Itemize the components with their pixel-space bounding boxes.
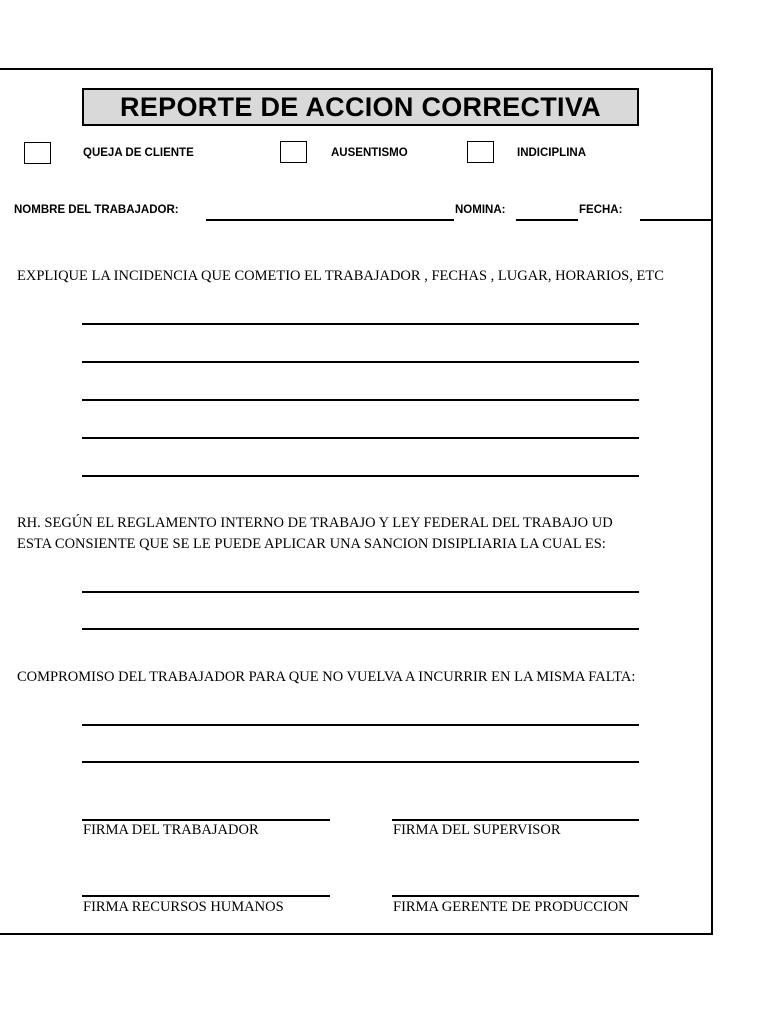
worker-signature-line[interactable] bbox=[82, 819, 330, 821]
indiciplina-checkbox[interactable] bbox=[467, 141, 494, 163]
ausentismo-checkbox[interactable] bbox=[280, 141, 307, 163]
indiciplina-label: INDICIPLINA bbox=[517, 147, 586, 159]
sanction-prompt-line2: ESTA CONSIENTE QUE SE LE PUEDE APLICAR UNA SANCION DISIPLIARIA LA CUAL ES: bbox=[17, 536, 606, 552]
sanction-line[interactable] bbox=[82, 628, 639, 630]
hr-signature-line[interactable] bbox=[82, 895, 330, 897]
worker-signature-label: FIRMA DEL TRABAJADOR bbox=[83, 822, 259, 838]
commitment-line[interactable] bbox=[82, 761, 639, 763]
incident-prompt-clip bbox=[0, 260, 713, 290]
ausentismo-label: AUSENTISMO bbox=[331, 147, 408, 159]
supervisor-signature-line[interactable] bbox=[392, 819, 639, 821]
form-frame bbox=[0, 68, 713, 935]
worker-name-label: NOMBRE DEL TRABAJADOR: bbox=[14, 204, 179, 216]
worker-name-field[interactable] bbox=[206, 219, 454, 221]
sanction-prompt-line1: RH. SEGÚN EL REGLAMENTO INTERNO DE TRABAJO Y LEY FEDERAL DEL TRABAJO UD bbox=[17, 515, 613, 531]
fecha-field[interactable] bbox=[640, 219, 713, 221]
commitment-line[interactable] bbox=[82, 724, 639, 726]
incident-line[interactable] bbox=[82, 399, 639, 401]
nomina-field[interactable] bbox=[516, 219, 578, 221]
incident-prompt: EXPLIQUE LA INCIDENCIA QUE COMETIO EL TRABAJADOR , FECHAS , LUGAR, HORARIOS, ETC bbox=[17, 268, 664, 284]
incident-line[interactable] bbox=[82, 323, 639, 325]
hr-signature-label: FIRMA RECURSOS HUMANOS bbox=[83, 899, 284, 915]
nomina-label: NOMINA: bbox=[455, 204, 506, 216]
production-manager-signature-label: FIRMA GERENTE DE PRODUCCION bbox=[393, 899, 629, 915]
incident-line[interactable] bbox=[82, 361, 639, 363]
production-manager-signature-line[interactable] bbox=[392, 895, 639, 897]
fecha-label: FECHA: bbox=[579, 204, 623, 216]
queja-de-cliente-checkbox[interactable] bbox=[24, 142, 51, 164]
sanction-line[interactable] bbox=[82, 591, 639, 593]
queja-de-cliente-label: QUEJA DE CLIENTE bbox=[83, 147, 194, 159]
incident-line[interactable] bbox=[82, 437, 639, 439]
commitment-prompt: COMPROMISO DEL TRABAJADOR PARA QUE NO VUELVA A INCURRIR EN LA MISMA FALTA: bbox=[17, 669, 636, 685]
form-title: REPORTE DE ACCION CORRECTIVA bbox=[120, 91, 601, 122]
title-box bbox=[82, 88, 639, 126]
incident-line[interactable] bbox=[82, 475, 639, 477]
supervisor-signature-label: FIRMA DEL SUPERVISOR bbox=[393, 822, 561, 838]
